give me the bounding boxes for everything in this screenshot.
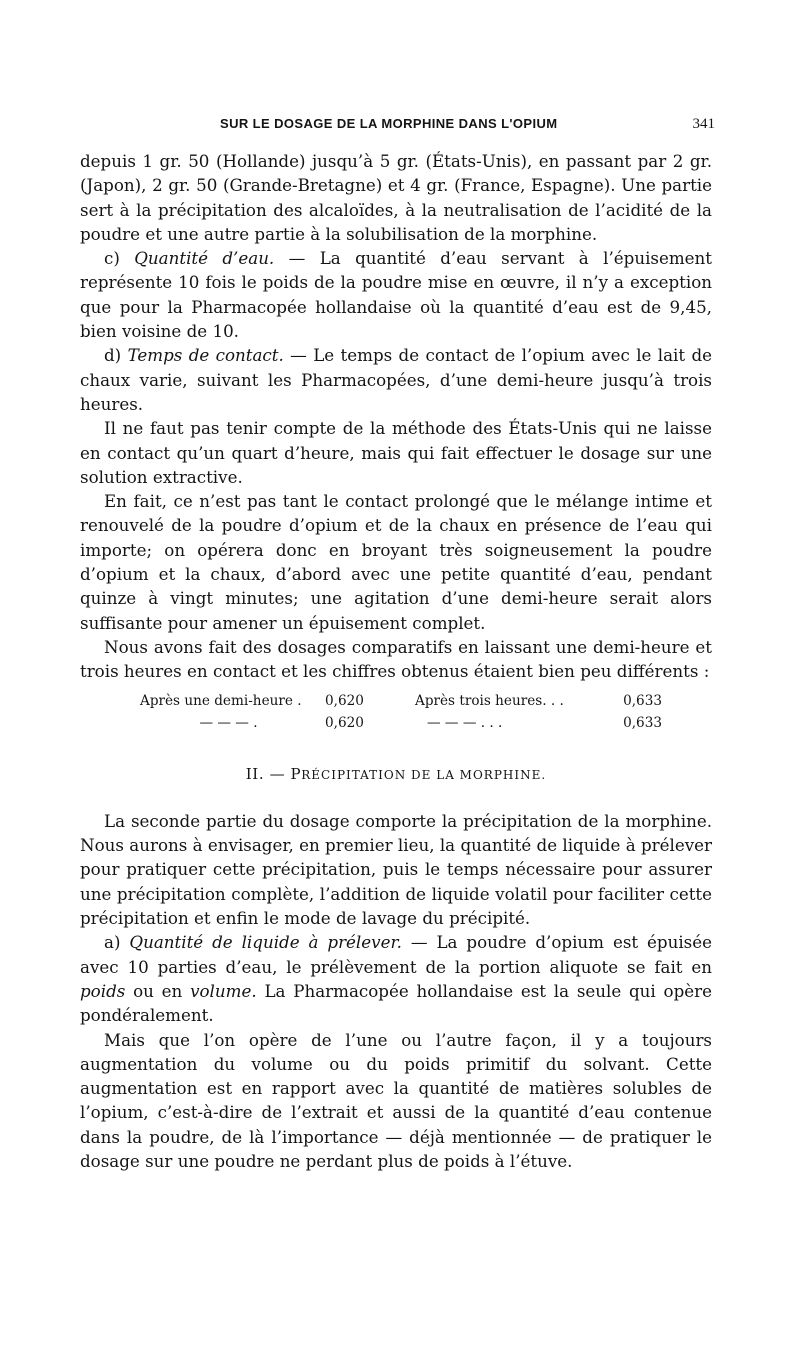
paragraph-second-part: La seconde partie du dosage comporte la précipitation de la morphine. Nous aurons à envisager, en premier lieu, la quantité de liquide à prélever pour pratiquer cette précipitation, puis le temps nécessaire pour assurer une précipitation complète, l’addition de liquide volatil pour faciliter cette précipitation et enfin le mode de lavage du précipité.	[80, 810, 712, 929]
item-title: Temps de contact.	[127, 345, 284, 366]
item-marker: a)	[104, 932, 121, 953]
table-row	[140, 690, 662, 712]
body-text	[80, 149, 712, 1173]
item-title: Quantité de liquide à prélever.	[129, 932, 402, 953]
page-header	[80, 116, 715, 136]
item-text: La Pharmacopée hollandaise est la seule qui opère pondéralement.	[80, 980, 712, 1026]
table-cell: 0,620	[325, 692, 364, 709]
section-title-rest: RÉCIPITATION DE LA MORPHINE.	[301, 767, 547, 782]
item-text: ou en	[133, 980, 183, 1001]
table-cell: — — — .	[199, 714, 258, 731]
table-cell: 0,620	[325, 714, 364, 731]
paragraph-comparative: Nous avons fait des dosages comparatifs en laissant une demi-heure et trois heures en contact et les chiffres obtenus étaient bien peu différents :	[80, 636, 712, 682]
item-text: — La quantité d’eau servant à l’épuisement représente 10 fois le poids de la poudre mise en œuvre, il n’y a exception que pour la Pharmacopée hollandaise où la quantité d’eau est de 9,45, bien voisine de 10.	[80, 248, 713, 342]
paragraph-water-quantity	[80, 246, 712, 343]
item-text: — Le temps de contact de l’opium avec le lait de chaux varie, suivant les Pharmacopées, d’une demi-heure jusqu’à trois heures.	[80, 345, 713, 414]
item-title: Quantité d’eau.	[134, 248, 275, 269]
table-cell: Après une demi-heure .	[140, 692, 302, 709]
table-row	[140, 712, 662, 734]
item-marker: c)	[104, 248, 120, 269]
running-title: SUR LE DOSAGE DE LA MORPHINE DANS L'OPIUM	[220, 116, 558, 131]
paragraph-augmentation: Mais que l’on opère de l’une ou l’autre façon, il y a toujours augmentation du volume ou du poids primitif du solvant. Cette augmentation est en rapport avec la quantité de matières solubles de l’opium, c’est-à-dire de l’extrait et aussi de la quantité d’eau contenue dans la poudre, de là l’importance — déjà mentionnée — de pratiquer le dosage sur une poudre ne perdant plus de poids à l’étuve.	[80, 1029, 712, 1171]
item-text: — La poudre d’opium est épuisée avec 10 parties d’eau, le prélèvement de la portion aliquote se fait en	[80, 932, 712, 977]
item-marker: d)	[104, 345, 122, 366]
paragraph-in-fact: En fait, ce n’est pas tant le contact prolongé que le mélange intime et renouvelé de la poudre d’opium et de la chaux en présence de l’eau qui importe; on opérera donc en broyant très soigneusement la poudre d’opium et la chaux, d’abord avec une petite quantité d’eau, pendant quinze à vingt minutes; une agitation d’une demi-heure serait alors suffisante pour amener un épuisement complet.	[80, 491, 712, 633]
paragraph-united-states: Il ne faut pas tenir compte de la méthode des États-Unis qui ne laisse en contact qu’un quart d’heure, mais qui fait effectuer le dosage sur une solution extractive.	[80, 418, 712, 487]
results-table	[140, 690, 662, 734]
item-emphasis: volume.	[190, 980, 257, 1001]
paragraph-liquid-quantity	[80, 930, 712, 1027]
item-emphasis: poids	[80, 980, 126, 1001]
table-cell: Après trois heures. . .	[415, 692, 564, 709]
table-cell: — — — . . .	[427, 714, 503, 731]
table-cell: 0,633	[623, 714, 662, 731]
paragraph-1: depuis 1 gr. 50 (Hollande) jusqu’à 5 gr. (États-Unis), en passant par 2 gr. (Japon), 2 gr. 50 (Grande-Bretagne) et 4 gr. (France, Espagne). Une partie sert à la précipitation des alcaloïdes, à la neutralisation de l’acidité de la poudre et une autre partie à la solubilisation de la morphine.	[80, 151, 712, 244]
table-cell: 0,633	[623, 692, 662, 709]
section-title-initial: P	[290, 764, 302, 783]
paragraph-contact-time	[80, 343, 712, 416]
section-numeral: II. —	[245, 764, 286, 783]
page-number: 341	[692, 116, 715, 132]
section-heading	[80, 762, 712, 787]
